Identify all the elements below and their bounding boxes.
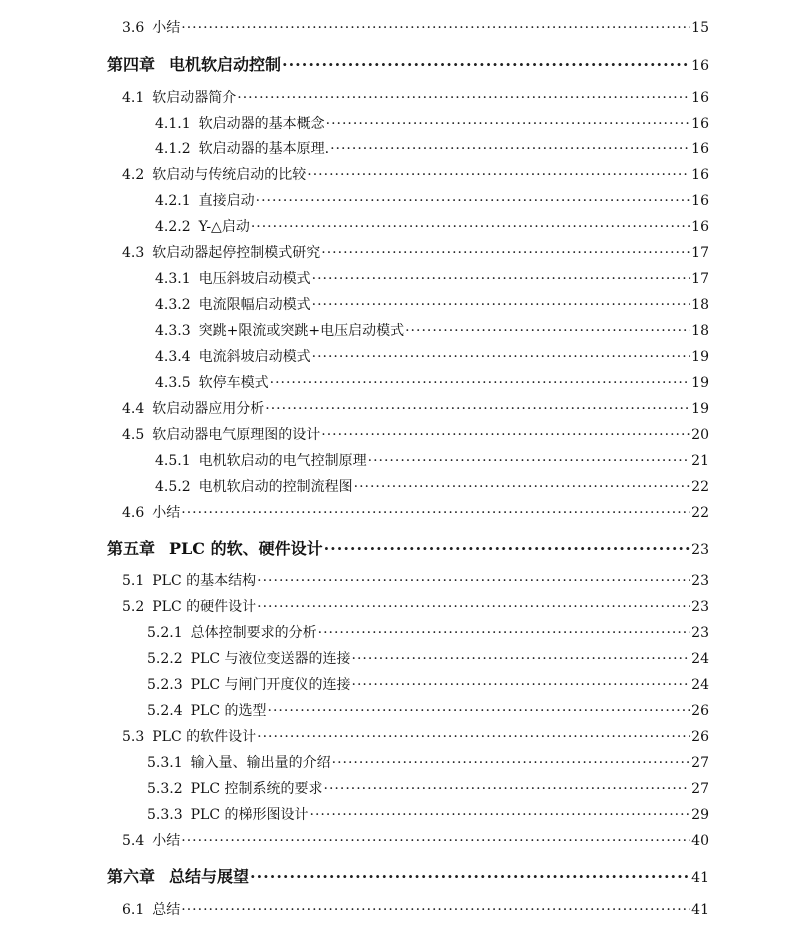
dot-leader [352,677,691,693]
toc-entry[interactable] [155,138,709,158]
toc-entry-number: 4.4 [122,401,145,417]
toc-entry-page: 23 [691,625,709,641]
toc-entry[interactable] [122,164,709,184]
toc-entry[interactable] [122,87,709,107]
dot-leader [250,867,690,886]
toc-entry[interactable] [147,622,709,642]
toc-entry-title: PLC 与液位变送器的连接 [190,651,351,667]
toc-entry[interactable] [155,346,709,366]
toc-entry-page: 19 [691,375,709,391]
toc-entry-title: 软启动器的基本概念 [198,116,325,132]
toc-entry-title: 软启动器起停控制模式研究 [152,245,321,261]
toc-entry-title: 电机软启动的控制流程图 [198,479,353,495]
toc-entry-title: 软停车模式 [198,375,269,391]
dot-leader [181,902,690,918]
toc-entry-number: 4.6 [122,505,145,521]
toc-entry-page: 18 [691,297,709,313]
toc-entry-number: 4.3.5 [155,375,191,391]
toc-entry[interactable] [122,502,709,522]
toc-entry[interactable] [147,674,709,694]
toc-entry-title: 电压斜坡启动模式 [198,271,311,287]
toc-entry[interactable] [122,570,709,590]
toc-entry-number: 6.1 [122,902,145,918]
toc-chapter-title: 电机软启动控制 [169,55,282,74]
toc-entry-number: 4.3.4 [155,349,191,365]
toc-entry-number: 5.3.3 [147,807,183,823]
dot-leader [181,20,690,36]
dot-leader [237,90,690,106]
dot-leader [181,833,690,849]
toc-entry-number: 5.3.2 [147,781,183,797]
toc-entry[interactable] [147,778,709,798]
toc-entry-page: 16 [691,219,709,235]
toc-entry-number: 5.3 [122,729,145,745]
toc-entry-page: 19 [691,349,709,365]
toc-chapter-entry[interactable] [107,52,709,75]
toc-entry-number: 4.2 [122,167,145,183]
toc-entry-page: 23 [691,573,709,589]
toc-entry[interactable] [155,372,709,392]
toc-entry[interactable] [147,804,709,824]
toc-entry[interactable] [122,830,709,850]
toc-entry-title: PLC 的梯形图设计 [190,807,309,823]
toc-entry-title: 总结 [152,902,181,918]
toc-entry-page: 23 [691,599,709,615]
toc-chapter-title: 总结与展望 [169,867,250,886]
dot-leader [312,349,691,365]
toc-entry-page: 17 [691,271,709,287]
toc-entry-number: 5.2.2 [147,651,183,667]
dot-leader [352,651,691,667]
dot-leader [330,141,690,157]
toc-entry-number: 4.5.1 [155,453,191,469]
dot-leader [307,167,690,183]
toc-entry-number: 4.3.2 [155,297,191,313]
toc-entry-page: 26 [691,729,709,745]
toc-entry-page: 18 [691,323,709,339]
dot-leader [310,807,691,823]
toc-entry[interactable] [147,700,709,720]
dot-leader [257,599,690,615]
toc-entry[interactable] [147,752,709,772]
toc-entry-page: 22 [691,505,709,521]
toc-entry-number: 4.2.2 [155,219,191,235]
toc-entry[interactable] [155,320,709,340]
toc-entry-title: 直接启动 [198,193,255,209]
toc-entry-title: 电机软启动的电气控制原理 [198,453,367,469]
toc-entry-page: 26 [691,703,709,719]
toc-entry[interactable] [122,424,709,444]
toc-entry-number: 5.2.3 [147,677,183,693]
toc-entry-page: 16 [691,90,709,106]
dot-leader [354,479,691,495]
toc-entry-page: 29 [691,807,709,823]
toc-entry-number: 5.2.1 [147,625,183,641]
toc-chapter-title: PLC 的软、硬件设计 [169,539,323,558]
toc-entry-title: Y-△启动 [198,219,250,235]
dot-leader [256,193,691,209]
toc-entry-page: 22 [691,479,709,495]
toc-entry-title: 突跳+限流或突跳+电压启动模式 [198,323,405,339]
dot-leader [405,323,690,339]
toc-entry-title: 软启动器简介 [152,90,237,106]
toc-entry-number: 4.3.3 [155,323,191,339]
toc-entry[interactable] [122,899,709,919]
toc-entry-number: 5.2.4 [147,703,183,719]
toc-chapter-number: 第四章 [107,55,156,74]
dot-leader [318,625,691,641]
dot-leader [251,219,690,235]
toc-entry-page: 16 [691,141,709,157]
toc-entry-title: 软启动器应用分析 [152,401,265,417]
dot-leader [270,375,691,391]
toc-entry[interactable] [122,596,709,616]
dot-leader [332,755,691,771]
toc-entry-title: PLC 的软件设计 [152,729,257,745]
toc-entry-title: 软启动与传统启动的比较 [152,167,307,183]
toc-entry-number: 5.2 [122,599,145,615]
toc-entry[interactable] [122,726,709,746]
toc-chapter-entry[interactable] [107,536,709,559]
dot-leader [324,781,691,797]
toc-entry-page: 27 [691,755,709,771]
toc-entry[interactable] [122,242,709,262]
toc-entry-title: 软启动器的基本原理. [198,141,330,157]
toc-entry-page: 15 [691,20,709,36]
toc-entry[interactable] [155,294,709,314]
toc-entry[interactable] [155,476,709,496]
toc-entry-page: 24 [691,651,709,667]
toc-entry-page: 40 [691,833,709,849]
toc-entry[interactable] [147,648,709,668]
toc-entry-page: 41 [691,902,709,918]
dot-leader [312,271,691,287]
dot-leader [312,297,691,313]
toc-entry-number: 4.3 [122,245,145,261]
toc-entry-number: 4.1.2 [155,141,191,157]
toc-entry[interactable] [155,190,709,210]
toc-entry-page: 16 [691,193,709,209]
toc-entry-title: 小结 [152,20,181,36]
toc-entry-title: PLC 控制系统的要求 [190,781,323,797]
toc-entry[interactable] [122,398,709,418]
toc-entry[interactable] [122,17,709,37]
toc-entry-page: 21 [691,453,709,469]
toc-entry-page: 41 [691,870,709,886]
toc-entry-page: 16 [691,58,709,74]
toc-entry-number: 4.5 [122,427,145,443]
toc-entry-number: 5.1 [122,573,145,589]
toc-entry-page: 16 [691,167,709,183]
toc-entry[interactable] [155,113,709,133]
dot-leader [265,401,690,417]
toc-entry-number: 5.4 [122,833,145,849]
toc-entry-title: 软启动器电气原理图的设计 [152,427,321,443]
toc-entry-title: 小结 [152,505,181,521]
toc-entry-page: 17 [691,245,709,261]
toc-entry-title: PLC 的选型 [190,703,267,719]
toc-entry-title: 输入量、输出量的介绍 [190,755,331,771]
toc-entry-number: 4.1 [122,90,145,106]
dot-leader [321,245,690,261]
dot-leader [257,573,690,589]
dot-leader [257,729,690,745]
toc-entry-page: 16 [691,116,709,132]
toc-entry-number: 4.3.1 [155,271,191,287]
dot-leader [326,116,691,132]
dot-leader [368,453,691,469]
toc-chapter-number: 第六章 [107,867,156,886]
toc-entry[interactable] [155,268,709,288]
dot-leader [181,505,690,521]
toc-entry-number: 5.3.1 [147,755,183,771]
toc-entry-page: 20 [691,427,709,443]
toc-chapter-number: 第五章 [107,539,156,558]
toc-entry-title: PLC 的基本结构 [152,573,257,589]
toc-entry-title: PLC 与闸门开度仪的连接 [190,677,351,693]
toc-entry-title: 总体控制要求的分析 [190,625,317,641]
dot-leader [321,427,690,443]
toc-chapter-entry[interactable] [107,864,709,887]
toc-entry-title: 电流限幅启动模式 [198,297,311,313]
toc-entry-title: 电流斜坡启动模式 [198,349,311,365]
toc-entry-title: PLC 的硬件设计 [152,599,257,615]
toc-entry-title: 小结 [152,833,181,849]
dot-leader [324,539,691,558]
toc-entry[interactable] [155,216,709,236]
toc-entry-page: 27 [691,781,709,797]
toc-entry-number: 4.1.1 [155,116,191,132]
dot-leader [268,703,691,719]
toc-entry-page: 19 [691,401,709,417]
toc-entry-number: 3.6 [122,20,145,36]
toc-entry-page: 24 [691,677,709,693]
toc-entry-number: 4.2.1 [155,193,191,209]
toc-entry-number: 4.5.2 [155,479,191,495]
dot-leader [282,55,690,74]
toc-entry-page: 23 [691,542,709,558]
toc-entry[interactable] [155,450,709,470]
